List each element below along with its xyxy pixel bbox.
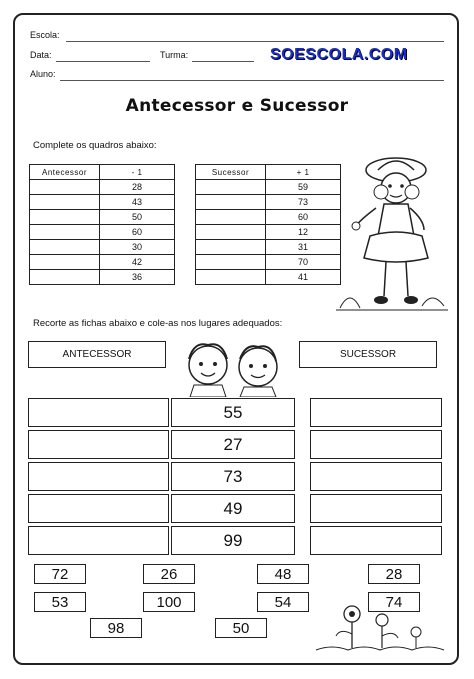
flowers-illustration xyxy=(312,598,448,658)
given-number-cell: 43 xyxy=(100,195,175,210)
answer-cell[interactable] xyxy=(30,210,100,225)
middle-number-box: 73 xyxy=(171,462,295,491)
instruction-complete: Complete os quadros abaixo: xyxy=(33,140,157,151)
sucessor-answer-box-2[interactable] xyxy=(310,430,442,459)
table-header-minus-one: - 1 xyxy=(100,165,175,180)
given-number-cell: 73 xyxy=(266,195,341,210)
table-row xyxy=(196,270,341,285)
answer-cell[interactable] xyxy=(30,240,100,255)
site-logo: SOESCOLA.COM xyxy=(270,46,408,63)
given-number-cell: 70 xyxy=(266,255,341,270)
escola-field[interactable] xyxy=(66,41,444,42)
given-number-cell: 60 xyxy=(266,210,341,225)
table-sucessor xyxy=(195,164,341,285)
answer-cell[interactable] xyxy=(30,195,100,210)
given-number-cell: 59 xyxy=(266,180,341,195)
antecessor-answer-box-4[interactable] xyxy=(28,494,169,523)
given-number-cell: 36 xyxy=(100,270,175,285)
antecessor-label-box: ANTECESSOR xyxy=(28,341,166,368)
table-row xyxy=(30,180,175,195)
number-card[interactable]: 48 xyxy=(257,564,309,584)
answer-cell[interactable] xyxy=(30,270,100,285)
sucessor-answer-box-5[interactable] xyxy=(310,526,442,555)
answer-cell[interactable] xyxy=(30,225,100,240)
antecessor-answer-box-5[interactable] xyxy=(28,526,169,555)
given-number-cell: 28 xyxy=(100,180,175,195)
girl-with-hat-illustration xyxy=(336,148,448,318)
antecessor-answer-box-3[interactable] xyxy=(28,462,169,491)
number-card[interactable]: 28 xyxy=(368,564,420,584)
escola-label: Escola: xyxy=(30,30,60,40)
answer-cell[interactable] xyxy=(196,180,266,195)
table-antecessor xyxy=(29,164,175,285)
table-row xyxy=(30,270,175,285)
given-number-cell: 60 xyxy=(100,225,175,240)
number-card[interactable]: 53 xyxy=(34,592,86,612)
sucessor-answer-box-1[interactable] xyxy=(310,398,442,427)
turma-field[interactable] xyxy=(192,61,254,62)
table-row xyxy=(30,195,175,210)
kids-illustration xyxy=(174,335,294,397)
sucessor-answer-box-3[interactable] xyxy=(310,462,442,491)
table-row xyxy=(30,225,175,240)
table-header-plus-one: + 1 xyxy=(266,165,341,180)
answer-cell[interactable] xyxy=(196,195,266,210)
aluno-field[interactable] xyxy=(60,80,444,81)
middle-number-box: 99 xyxy=(171,526,295,555)
number-card[interactable]: 72 xyxy=(34,564,86,584)
given-number-cell: 42 xyxy=(100,255,175,270)
given-number-cell: 31 xyxy=(266,240,341,255)
data-label: Data: xyxy=(30,50,52,60)
aluno-label: Aluno: xyxy=(30,69,56,79)
table-row xyxy=(30,240,175,255)
middle-number-box: 55 xyxy=(171,398,295,427)
table-row xyxy=(30,255,175,270)
answer-cell[interactable] xyxy=(196,240,266,255)
middle-number-box: 27 xyxy=(171,430,295,459)
table-header-sucessor: Sucessor xyxy=(196,165,266,180)
answer-cell[interactable] xyxy=(30,180,100,195)
number-card[interactable]: 54 xyxy=(257,592,309,612)
sucessor-label-box: SUCESSOR xyxy=(299,341,437,368)
answer-cell[interactable] xyxy=(196,270,266,285)
number-card[interactable]: 98 xyxy=(90,618,142,638)
number-card[interactable]: 50 xyxy=(215,618,267,638)
number-card[interactable]: 74 xyxy=(368,592,420,612)
number-card[interactable]: 26 xyxy=(143,564,195,584)
data-field[interactable] xyxy=(56,61,150,62)
table-row xyxy=(196,210,341,225)
table-row xyxy=(30,210,175,225)
answer-cell[interactable] xyxy=(30,255,100,270)
table-row xyxy=(196,195,341,210)
number-card[interactable]: 100 xyxy=(143,592,195,612)
table-header-antecessor: Antecessor xyxy=(30,165,100,180)
table-row xyxy=(196,255,341,270)
turma-label: Turma: xyxy=(160,50,189,60)
antecessor-answer-box-2[interactable] xyxy=(28,430,169,459)
table-row xyxy=(196,225,341,240)
page-title: Antecessor e Sucessor xyxy=(125,96,349,116)
given-number-cell: 12 xyxy=(266,225,341,240)
instruction-cut-paste: Recorte as fichas abaixo e cole-as nos lugares adequados: xyxy=(33,318,283,329)
sucessor-answer-box-4[interactable] xyxy=(310,494,442,523)
middle-number-box: 49 xyxy=(171,494,295,523)
answer-cell[interactable] xyxy=(196,255,266,270)
table-row xyxy=(196,240,341,255)
given-number-cell: 50 xyxy=(100,210,175,225)
given-number-cell: 41 xyxy=(266,270,341,285)
antecessor-answer-box-1[interactable] xyxy=(28,398,169,427)
table-row xyxy=(196,180,341,195)
answer-cell[interactable] xyxy=(196,225,266,240)
given-number-cell: 30 xyxy=(100,240,175,255)
answer-cell[interactable] xyxy=(196,210,266,225)
